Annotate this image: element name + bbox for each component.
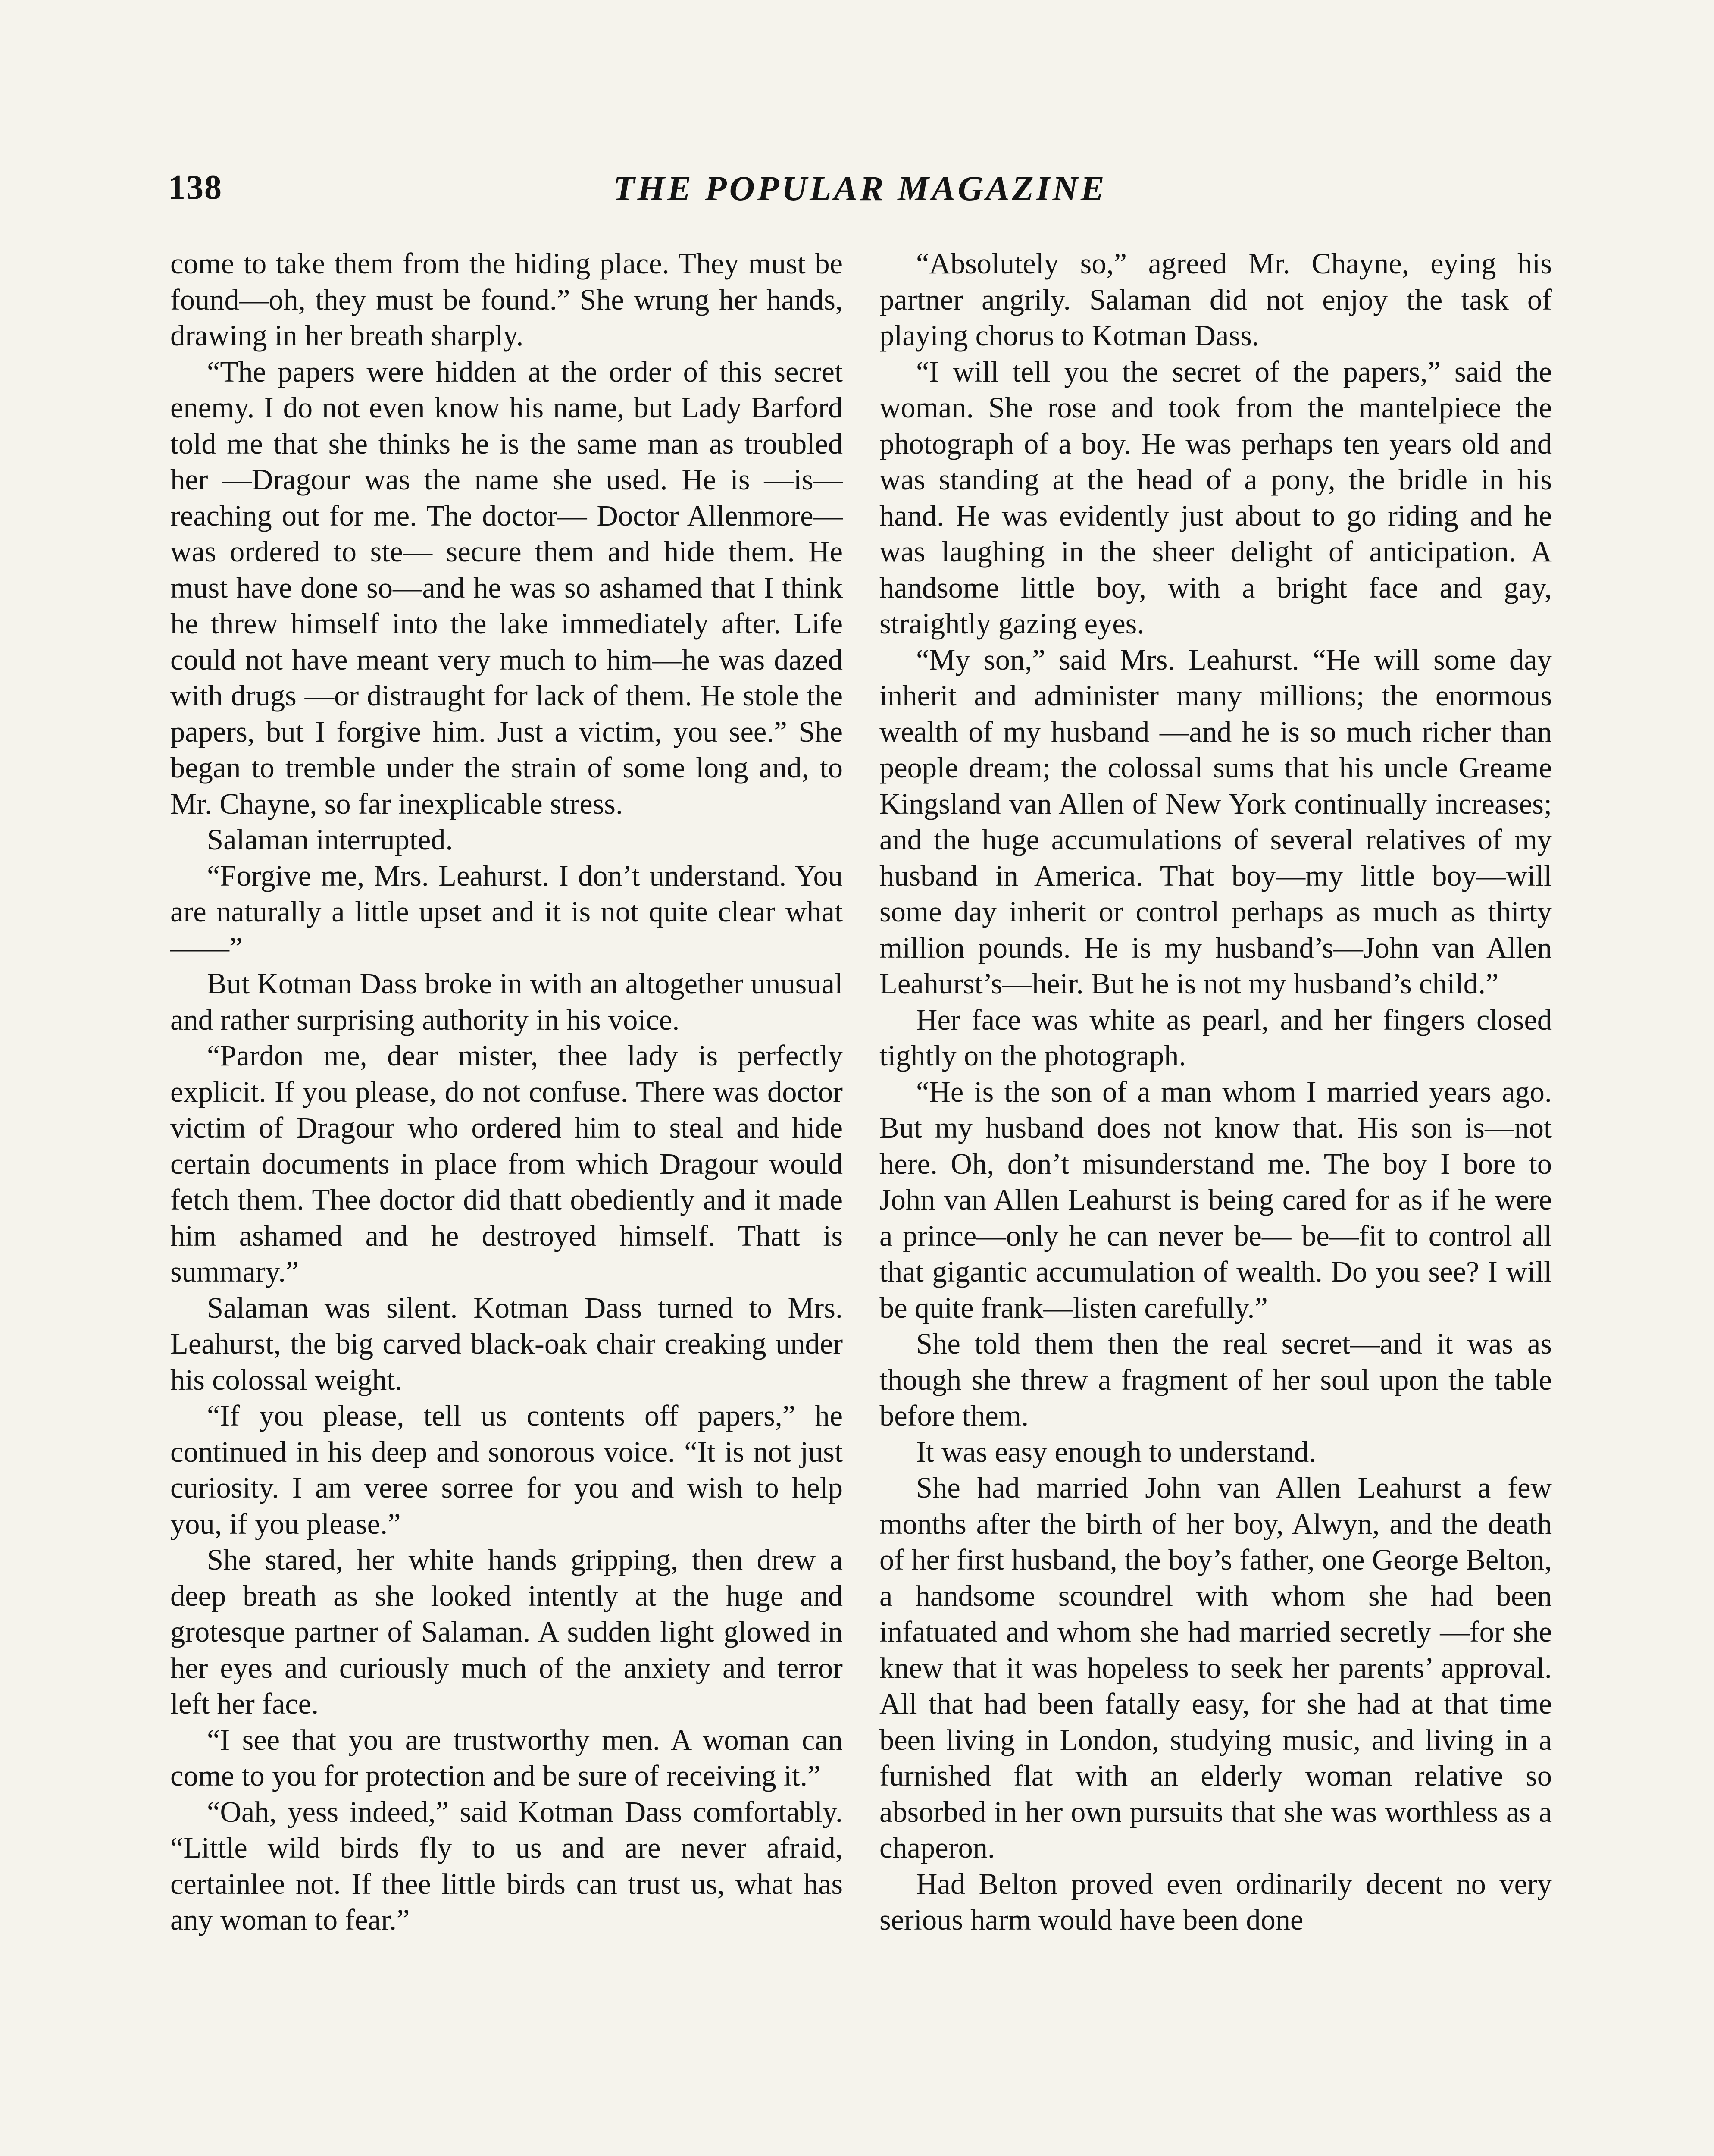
paragraph: “Oah, yess indeed,” said Kotman Dass comfortably. “Little wild birds fly to us and are never afraid, certainlee not. If thee little birds can trust us, what has any woman to fear.” <box>170 1795 843 1936</box>
paragraph: “I see that you are trustworthy men. A woman can come to you for protection and be sure of receiving it.” <box>170 1723 843 1792</box>
paragraph: Salaman interrupted. <box>207 823 453 856</box>
paragraph: She had married John van Allen Leahurst a few months after the birth of her boy, Alwyn, and the death of her first husband, the boy’s father, one George Belton, a handsome scoundrel with whom she had been infatuated and whom she had married secretly —for she knew that it was hopeless to seek her parents’ approval. All that had been fatally easy, for she had at that time been living in London, studying music, and living in a furnished flat with an elderly woman relative so absorbed in her own pursuits that she was worthless as a chaperon. <box>879 1471 1552 1864</box>
paragraph: come to take them from the hiding place. They must be found—oh, they must be found.” She wrung her hands, drawing in her breath sharply. <box>170 247 843 352</box>
paragraph: Salaman was silent. Kotman Dass turned to Mrs. Leahurst, the big carved black-oak chair creaking under his colossal weight. <box>170 1291 843 1396</box>
paragraph: She stared, her white hands gripping, then drew a deep breath as she looked intently at the huge and grotesque partner of Salaman. A sudden light glowed in her eyes and curiously much of the anxiety and terror left her face. <box>170 1543 843 1720</box>
paragraph: “If you please, tell us contents off papers,” he continued in his deep and sonorous voice. “It is not just curiosity. I am veree sorree for you and wish to help you, if you please.” <box>170 1399 843 1540</box>
right-column <box>879 246 1552 1938</box>
paragraph: “He is the son of a man whom I married years ago. But my husband does not know that. His son is—not here. Oh, don’t misunderstand me. The boy I bore to John van Allen Leahurst is being cared for as if he were a prince—only he can never be— be—fit to control all that gigantic accumulation of wealth. Do you see? I will be quite frank—listen carefully.” <box>879 1075 1552 1324</box>
paragraph: “My son,” said Mrs. Leahurst. “He will some day inherit and administer many millions; the enormous wealth of my husband —and he is so much richer than people dream; the colossal sums that his uncle Greame Kingsland van Allen of New York continually increases; and the huge accumulations of several relatives of my husband in America. That boy—my little boy—will some day inherit or control perhaps as much as thirty million pounds. He is my husband’s—John van Allen Leahurst’s—heir. But he is not my husband’s child.” <box>879 643 1552 1000</box>
paragraph: Her face was white as pearl, and her fingers closed tightly on the photograph. <box>879 1003 1552 1072</box>
paragraph: Had Belton proved even ordinarily decent no very serious harm would have been done <box>879 1867 1552 1936</box>
page-number: 138 <box>168 169 222 207</box>
paragraph: “The papers were hidden at the order of this secret enemy. I do not even know his name, but Lady Barford told me that she thinks he is the same man as troubled her —Dragour was the name she used. He is —is—reaching out for me. The doctor— Doctor Allenmore—was ordered to ste— secure them and hide them. He must have done so—and he was so ashamed that I think he threw himself into the lake immediately after. Life could not have meant very much to him—he was dazed with drugs —or distraught for lack of them. He stole the papers, but I forgive him. Just a victim, you see.” She began to tremble under the strain of some long and, to Mr. Chayne, so far inexplicable stress. <box>170 355 843 820</box>
running-title: THE POPULAR MAGAZINE <box>613 169 1107 208</box>
paragraph: “I will tell you the secret of the papers,” said the woman. She rose and took from the mantelpiece the photograph of a boy. He was perhaps ten years old and was standing at the head of a pony, the bridle in his hand. He was evidently just about to go riding and he was laughing in the sheer delight of anticipation. A handsome little boy, with a bright face and gay, straightly gazing eyes. <box>879 355 1552 640</box>
paragraph: “Forgive me, Mrs. Leahurst. I don’t understand. You are naturally a little upset and it is not quite clear what——” <box>170 859 843 964</box>
paragraph: It was easy enough to understand. <box>916 1435 1317 1468</box>
paragraph: But Kotman Dass broke in with an altogether unusual and rather surprising authority in his voice. <box>170 967 843 1036</box>
page-header <box>168 168 1552 216</box>
left-column <box>170 246 843 1938</box>
paragraph: “Pardon me, dear mister, thee lady is perfectly explicit. If you please, do not confuse. There was doctor victim of Dragour who ordered him to steal and hide certain documents in place from which Dragour would fetch them. Thee doctor did thatt obediently and it made him ashamed and he destroyed himself. Thatt is summary.” <box>170 1039 843 1288</box>
paragraph: She told them then the real secret—and it was as though she threw a fragment of her soul upon the table before them. <box>879 1327 1552 1432</box>
paragraph: “Absolutely so,” agreed Mr. Chayne, eying his partner angrily. Salaman did not enjoy the task of playing chorus to Kotman Dass. <box>879 247 1552 352</box>
